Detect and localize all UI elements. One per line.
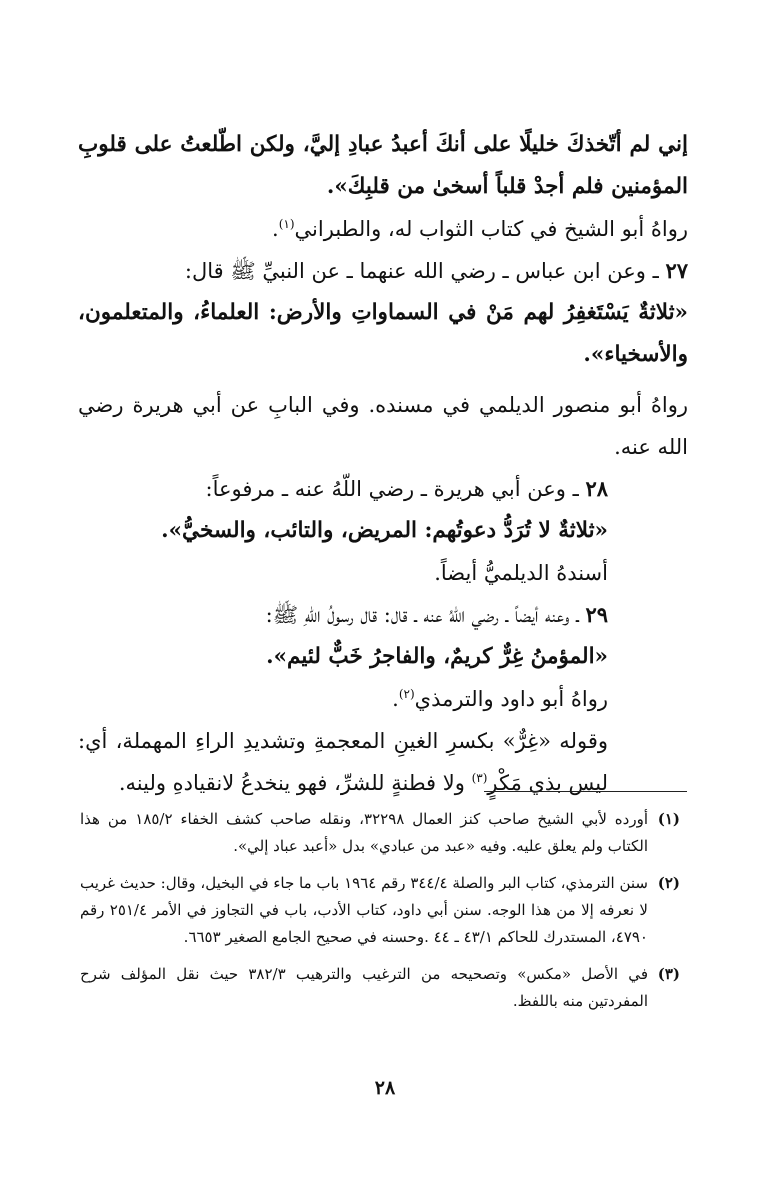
commentary-text-a: وقوله «غِرٌّ» بكسرِ الغينِ المعجمةِ وتشديدِ الراءِ المهملة، أي: ليس بذي مَكْرٍ <box>78 729 608 795</box>
main-text <box>78 124 688 804</box>
source-28: أسندهُ الديلميُّ أيضاً. <box>434 561 608 585</box>
hadith-27-intro-text: ـ وعن ابن عباس ـ رضي الله عنهما ـ عن النبيِّ ﷺ قال: <box>184 259 659 283</box>
hadith-27-number: ٢٧ <box>665 258 688 283</box>
footnote-ref-1: (١) <box>278 217 295 231</box>
footnote-text: في الأصل «مكس» وتصحيحه من الترغيب والترهيب ٣٨٢/٣ حيث نقل المؤلف شرح المفردتين منه باللفظ. <box>80 965 648 1010</box>
hadith-29-text: «المؤمنُ غِرٌّ كريمٌ، والفاجرُ خَبٌّ لئيم». <box>266 644 608 669</box>
footnote-ref-3: (٣) <box>471 771 488 785</box>
hadith-28-intro <box>78 468 688 510</box>
source-26-end: . <box>272 217 279 241</box>
footnote-number: (٣) <box>657 965 680 983</box>
hadith-29-number: ٢٩ <box>585 602 608 627</box>
footnote-text: أورده لأبي الشيخ صاحب كنز العمال ٣٢٢٩٨، ونقله صاحب كشف الخفاء ١٨٥/٢ من هذا الكتاب ولم يعلق عليه. وفيه «عبد من عبادي» بدل «أعبد عباد إلي». <box>80 810 649 855</box>
page-number: ٢٨ <box>374 1077 396 1099</box>
hadith-28-number: ٢٨ <box>585 476 608 501</box>
hadith-29-intro <box>78 594 688 636</box>
source-26 <box>78 208 688 250</box>
footnotes <box>80 806 680 1025</box>
footnote-2 <box>80 870 680 951</box>
footnote-number: (١) <box>657 810 680 828</box>
source-26-text: رواهُ أبو الشيخ في كتاب الثواب له، والطبراني <box>294 217 688 241</box>
hadith-26-continuation: إني لم أتّخذكَ خليلًا على أنكَ أعبدُ عبادِ إليَّ، ولكن اطّلعتُ على قلوبِ المؤمنين فلم أجدْ قلباً أسخىٰ من قلبِكَ». <box>78 132 688 199</box>
footnote-divider <box>484 791 687 792</box>
source-29-text: رواهُ أبو داود والترمذي <box>414 687 608 711</box>
hadith-27-text: «ثلاثةٌ يَسْتَغفِرُ لهم مَنْ في السماواتِ والأرض: العلماءُ، والمتعلمون، والأسخياء». <box>78 300 688 367</box>
source-29-end: . <box>392 687 399 711</box>
footnote-text: سنن الترمذي، كتاب البر والصلة ٣٤٤/٤ رقم ١٩٦٤ باب ما جاء في البخيل، وقال: حديث غريب لا نعرفه إلا من هذا الوجه. سنن أبي داود، كتاب الأدب، باب في التجاوز في الأمر ٢٥١/٤ رقم ٤٧٩٠، المستدرك للحاكم ٤٣/١ ـ ٤٤ .وحسنه في صحيح الجامع الصغير ٦٦٥٣. <box>80 874 649 946</box>
hadith-27-intro <box>78 250 688 292</box>
footnote-3 <box>80 961 680 1015</box>
footnote-number: (٢) <box>657 874 680 892</box>
source-29 <box>78 678 688 720</box>
footnote-ref-2: (٢) <box>398 687 415 701</box>
source-27: رواهُ أبو منصور الديلمي في مسنده. وفي البابِ عن أبي هريرة رضي الله عنه. <box>78 393 688 459</box>
commentary-text-b: ولا فطنةٍ للشرِّ، فهو ينخدعُ لانقيادهِ ولينه. <box>118 771 472 795</box>
footnote-1 <box>80 806 680 860</box>
hadith-28-intro-text: ـ وعن أبي هريرة ـ رضي اللّهُ عنه ـ مرفوعاً: <box>205 477 579 501</box>
hadith-29-intro-text: ـ وعنه أيضاً ـ رضي اللّهُ عنه ـ قال: قال رسولُ اللّهِ ﷺ: <box>265 603 579 627</box>
hadith-28-text: «ثلاثةٌ لا تُرَدُّ دعوتُهم: المريض، والتائب، والسخيُّ». <box>161 518 608 543</box>
